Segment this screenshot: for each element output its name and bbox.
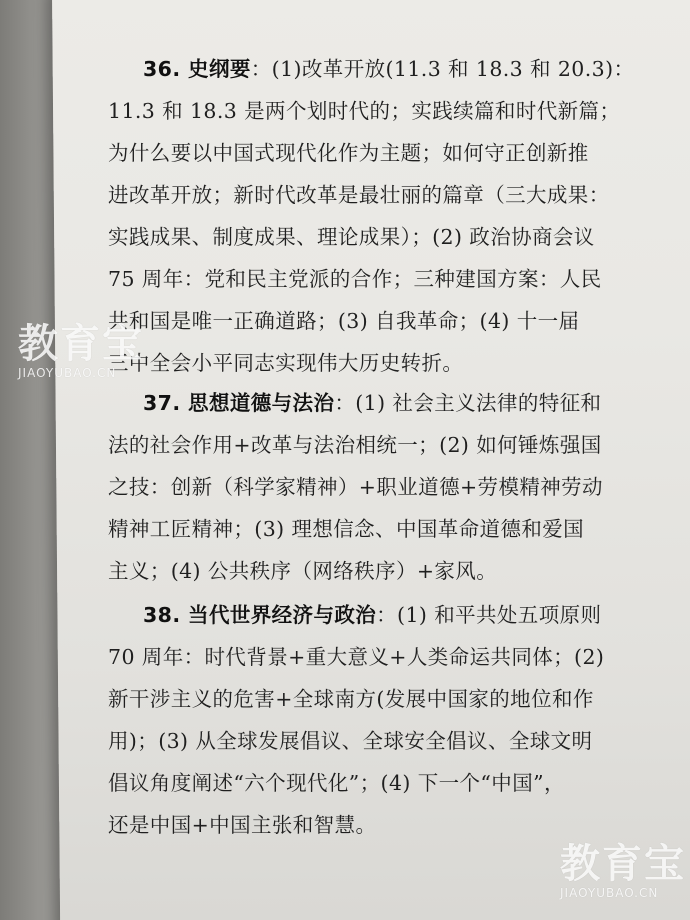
text-line: 为什么要以中国式现代化作为主题；如何守正创新推: [108, 141, 589, 165]
text-line: 精神工匠精神；(3) 理想信念、中国革命道德和爱国: [108, 517, 585, 541]
text-line: 11.3 和 18.3 是两个划时代的；实践续篇和时代新篇；: [108, 99, 621, 123]
section-38-line-1: 38. 当代世界经济与政治：(1) 和平共处五项原则: [143, 603, 602, 627]
text-line: 法的社会作用+改革与法治相统一；(2) 如何锤炼强国: [108, 433, 602, 457]
text-line: 还是中国+中国主张和智慧。: [108, 813, 377, 837]
text-line: 70 周年：时代背景+重大意义+人类命运共同体；(2): [108, 645, 605, 669]
section-37-line-1: 37. 思想道德与法治：(1) 社会主义法律的特征和: [143, 391, 602, 415]
watermark-logo: 教育宝 JIAOYUBAO.CN: [560, 841, 686, 900]
text-line: 75 周年：党和民主党派的合作；三种建国方案：人民: [108, 267, 602, 291]
section-36-line-1: 36. 史纲要：(1)改革开放(11.3 和 18.3 和 20.3)：: [143, 57, 635, 81]
text-line: 主义；(4) 公共秩序（网络秩序）+家风。: [108, 559, 498, 583]
watermark-logo: 教育宝 JIAOYUBAO.CN: [18, 321, 144, 380]
text-line: 进改革开放；新时代改革是最壮丽的篇章（三大成果：: [108, 183, 610, 207]
text-line: 倡议角度阐述“六个现代化”；(4) 下一个“中国”，: [108, 771, 565, 795]
text-line: 之技：创新（科学家精神）+职业道德+劳模精神劳动: [108, 475, 603, 499]
text-line: 共和国是唯一正确道路；(3) 自我革命；(4) 十一届: [108, 309, 580, 333]
section-38-heading: 38. 当代世界经济与政治: [143, 603, 377, 627]
text-line: 实践成果、制度成果、理论成果）；(2) 政治协商会议: [108, 225, 595, 249]
section-36-heading: 36. 史纲要: [143, 57, 251, 81]
text-line: 三中全会小平同志实现伟大历史转折。: [108, 351, 464, 375]
text-line: 新干涉主义的危害+全球南方(发展中国家的地位和作: [108, 687, 594, 711]
section-37-heading: 37. 思想道德与法治: [143, 391, 335, 415]
text-line: 用)；(3) 从全球发展倡议、全球安全倡议、全球文明: [108, 729, 593, 753]
